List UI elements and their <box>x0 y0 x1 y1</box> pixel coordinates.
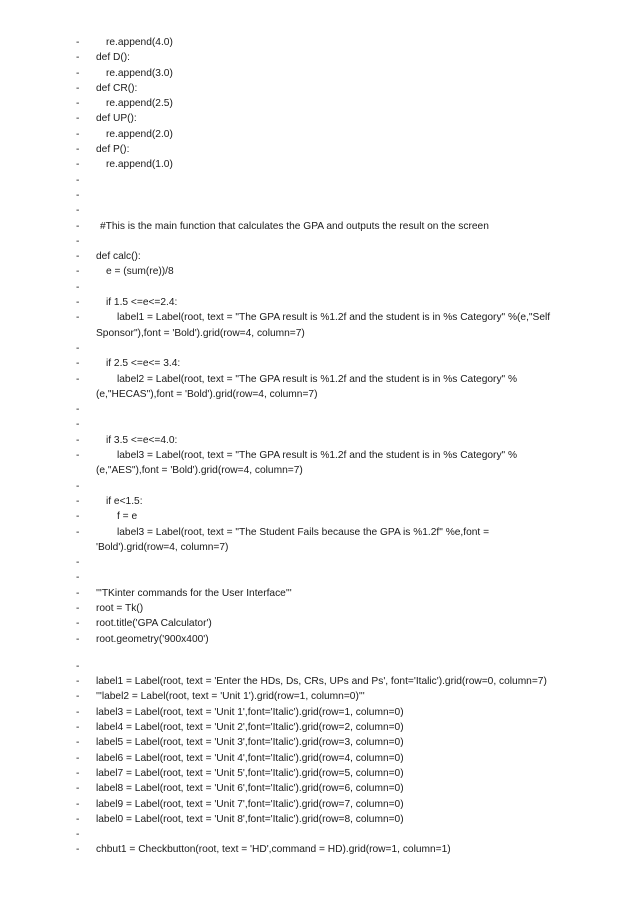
code-line <box>0 586 638 601</box>
code-text <box>98 659 560 674</box>
code-line <box>0 735 638 750</box>
code-line <box>0 264 638 279</box>
line-bullet: - <box>76 189 80 201</box>
code-line <box>0 632 638 647</box>
code-line <box>0 601 638 616</box>
line-bullet: - <box>76 297 80 309</box>
code-line <box>0 797 638 812</box>
line-bullet: - <box>76 676 80 688</box>
line-bullet: - <box>76 266 80 278</box>
code-text: '''label2 = Label(root, text = 'Unit 1').grid(row=1, column=0)''' <box>96 691 365 703</box>
code-text: label3 = Label(root, text = 'Unit 1',font='Italic').grid(row=1, column=0) <box>96 706 404 718</box>
line-bullet: - <box>76 205 80 217</box>
code-text <box>98 280 560 295</box>
code-line <box>0 705 638 720</box>
code-line <box>0 479 638 494</box>
code-text: re.append(3.0) <box>106 67 173 79</box>
line-bullet: - <box>76 798 80 810</box>
line-bullet: - <box>76 602 80 614</box>
code-text <box>98 341 560 356</box>
code-text: if 2.5 <=e<= 3.4: <box>106 358 181 370</box>
code-line <box>0 616 638 631</box>
code-text: label1 = Label(root, text = "The GPA result is %1.2f and the student is in %s Category" %(e,"Self Sponsor"),font = 'Bold').grid(row=4, column=7) <box>96 312 551 339</box>
code-text: re.append(1.0) <box>106 159 173 171</box>
line-bullet: - <box>76 511 80 523</box>
code-text <box>98 203 560 218</box>
line-bullet: - <box>76 752 80 764</box>
code-text: label2 = Label(root, text = "The GPA result is %1.2f and the student is in %s Category" %(e,"HECAS"),font = 'Bold').grid(row=4, column=7) <box>96 373 518 400</box>
line-bullet: - <box>76 722 80 734</box>
code-line <box>0 219 638 234</box>
code-text: if 1.5 <=e<=2.4: <box>106 297 178 309</box>
code-line <box>0 417 638 432</box>
code-text: label3 = Label(root, text = "The GPA result is %1.2f and the student is in %s Category" %(e,"AES"),font = 'Bold').grid(row=4, column=7) <box>96 450 518 477</box>
code-text <box>98 188 560 203</box>
code-line <box>0 827 638 842</box>
code-line <box>0 66 638 81</box>
code-line <box>0 720 638 735</box>
line-bullet: - <box>76 618 80 630</box>
code-line <box>0 81 638 96</box>
code-text: re.append(4.0) <box>106 37 173 48</box>
code-line <box>0 689 638 704</box>
line-bullet: - <box>76 251 80 263</box>
code-line <box>0 157 638 172</box>
line-bullet: - <box>76 526 80 538</box>
line-bullet: - <box>76 633 80 645</box>
code-text: def CR(): <box>96 82 138 94</box>
code-line <box>0 173 638 188</box>
line-bullet: - <box>76 767 80 779</box>
code-line <box>0 341 638 356</box>
code-line <box>0 781 638 796</box>
code-text: label4 = Label(root, text = 'Unit 2',font='Italic').grid(row=2, column=0) <box>96 722 404 734</box>
code-line <box>0 188 638 203</box>
code-line <box>0 142 638 157</box>
line-bullet: - <box>76 691 80 703</box>
code-line <box>0 674 638 689</box>
code-text: if 3.5 <=e<=4.0: <box>106 434 178 446</box>
code-text: re.append(2.0) <box>106 128 173 140</box>
code-text: label6 = Label(root, text = 'Unit 4',font='Italic').grid(row=4, column=0) <box>96 752 404 764</box>
line-bullet: - <box>76 557 80 569</box>
code-line <box>0 203 638 218</box>
code-text: '''TKinter commands for the User Interface''' <box>96 587 292 599</box>
code-text: root.title('GPA Calculator') <box>96 618 212 630</box>
line-bullet: - <box>76 434 80 446</box>
code-line <box>0 842 638 857</box>
code-line <box>0 295 638 310</box>
code-line <box>0 570 638 585</box>
code-text: e = (sum(re))/8 <box>106 266 174 278</box>
code-line <box>0 494 638 509</box>
line-bullet: - <box>76 373 80 385</box>
code-text: label5 = Label(root, text = 'Unit 3',font='Italic').grid(row=3, column=0) <box>96 737 404 749</box>
line-bullet: - <box>76 235 80 247</box>
line-bullet: - <box>76 813 80 825</box>
line-bullet: - <box>76 358 80 370</box>
code-text: re.append(2.5) <box>106 98 173 110</box>
code-text: label0 = Label(root, text = 'Unit 8',font='Italic').grid(row=8, column=0) <box>96 813 404 825</box>
line-bullet: - <box>76 419 80 431</box>
code-text: label7 = Label(root, text = 'Unit 5',font='Italic').grid(row=5, column=0) <box>96 767 404 779</box>
line-bullet: - <box>76 829 80 841</box>
line-bullet: - <box>76 783 80 795</box>
line-bullet: - <box>76 67 80 79</box>
code-text: chbut1 = Checkbutton(root, text = 'HD',command = HD).grid(row=1, column=1) <box>96 844 451 856</box>
code-text: f = e <box>117 511 138 523</box>
line-bullet: - <box>76 572 80 584</box>
code-text: def P(): <box>96 144 130 156</box>
code-line <box>0 111 638 126</box>
code-text <box>98 417 560 432</box>
code-line <box>0 310 638 341</box>
code-text <box>98 402 560 417</box>
line-bullet: - <box>76 844 80 856</box>
line-bullet: - <box>76 113 80 125</box>
code-text: label8 = Label(root, text = 'Unit 6',font='Italic').grid(row=6, column=0) <box>96 783 404 795</box>
code-text: root = Tk() <box>96 602 144 614</box>
line-bullet: - <box>76 98 80 110</box>
code-line <box>0 280 638 295</box>
document-page <box>0 35 638 858</box>
code-line <box>0 525 638 556</box>
code-text <box>98 555 560 570</box>
code-line <box>0 50 638 65</box>
code-line <box>0 356 638 371</box>
code-text <box>98 479 560 494</box>
line-bullet: - <box>76 220 80 232</box>
line-bullet: - <box>76 128 80 140</box>
line-bullet: - <box>76 37 80 48</box>
line-bullet: - <box>76 312 80 324</box>
code-text: root.geometry('900x400') <box>96 633 209 645</box>
line-bullet: - <box>76 144 80 156</box>
code-comment: #This is the main function that calculates the GPA and outputs the result on the screen <box>100 220 489 232</box>
code-text <box>98 570 560 585</box>
code-text: label9 = Label(root, text = 'Unit 7',font='Italic').grid(row=7, column=0) <box>96 798 404 810</box>
line-bullet: - <box>76 281 80 293</box>
line-bullet: - <box>76 706 80 718</box>
code-line <box>0 96 638 111</box>
line-bullet: - <box>76 174 80 186</box>
code-line <box>0 35 638 50</box>
code-line <box>0 249 638 264</box>
line-bullet: - <box>76 342 80 354</box>
code-text: if e<1.5: <box>106 495 143 507</box>
code-text <box>98 234 560 249</box>
code-line <box>0 234 638 249</box>
code-line <box>0 372 638 403</box>
code-line <box>0 659 638 674</box>
line-bullet: - <box>76 82 80 94</box>
code-text <box>98 173 560 188</box>
line-bullet: - <box>76 660 80 672</box>
code-text: def D(): <box>96 52 130 64</box>
line-bullet: - <box>76 404 80 416</box>
code-line <box>0 402 638 417</box>
code-line <box>0 812 638 827</box>
code-text: def calc(): <box>96 251 141 263</box>
code-text <box>98 827 560 842</box>
code-line <box>0 766 638 781</box>
code-line <box>0 127 638 142</box>
code-line <box>0 751 638 766</box>
code-text: label1 = Label(root, text = 'Enter the HDs, Ds, CRs, UPs and Ps', font='Italic').grid(row=0, column=7) <box>96 676 547 688</box>
line-bullet: - <box>76 159 80 171</box>
code-line <box>0 555 638 570</box>
line-bullet: - <box>76 495 80 507</box>
line-bullet: - <box>76 480 80 492</box>
line-bullet: - <box>76 737 80 749</box>
line-bullet: - <box>76 450 80 462</box>
code-line <box>0 433 638 448</box>
code-line <box>0 509 638 524</box>
blank-gap <box>0 647 638 659</box>
code-line <box>0 448 638 479</box>
line-bullet: - <box>76 587 80 599</box>
line-bullet: - <box>76 52 80 64</box>
code-text: def UP(): <box>96 113 137 125</box>
code-text: label3 = Label(root, text = "The Student Fails because the GPA is %1.2f" %e,font = 'Bold').grid(row=4, column=7) <box>96 526 490 553</box>
